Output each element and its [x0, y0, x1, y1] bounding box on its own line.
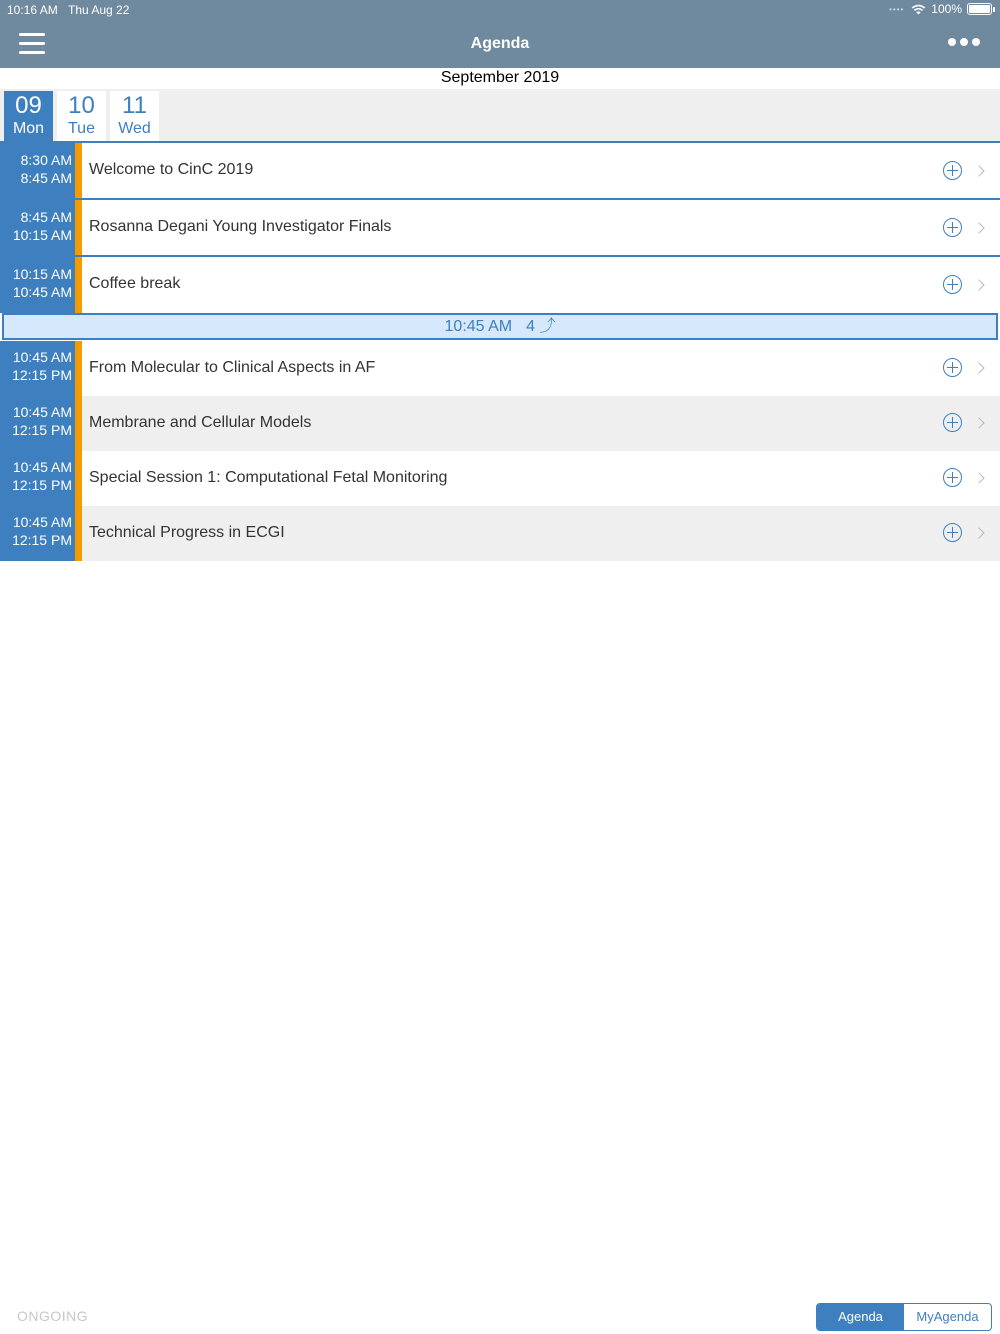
chevron-right-icon	[973, 527, 984, 538]
session-row[interactable]	[0, 506, 1000, 561]
chevron-right-icon	[973, 362, 984, 373]
session-start: 10:15 AM	[12, 266, 72, 282]
day-number: 10	[68, 92, 95, 119]
add-to-myagenda-icon[interactable]	[943, 523, 962, 542]
session-row[interactable]	[0, 143, 1000, 200]
current-time: 10:45 AM	[444, 318, 513, 335]
session-track-bar	[75, 257, 82, 313]
chevron-right-icon	[973, 165, 984, 176]
session-track-bar	[75, 341, 82, 396]
add-to-myagenda-icon[interactable]	[943, 161, 962, 180]
day-tab-09[interactable]	[4, 91, 53, 141]
day-weekday: Wed	[118, 120, 151, 137]
day-weekday: Mon	[12, 120, 45, 137]
session-end: 10:15 AM	[12, 227, 72, 243]
day-number: 09	[15, 92, 42, 119]
session-end: 10:45 AM	[12, 284, 72, 300]
ongoing-filter[interactable]: ONGOING	[17, 1308, 89, 1324]
day-tab-10[interactable]	[57, 91, 106, 141]
session-row[interactable]	[0, 200, 1000, 257]
add-to-myagenda-icon[interactable]	[943, 468, 962, 487]
session-title: Special Session 1: Computational Fetal Monitoring	[89, 469, 448, 486]
session-title: Welcome to CinC 2019	[89, 161, 254, 178]
session-end: 12:15 PM	[12, 532, 72, 548]
top-bar	[0, 0, 1000, 68]
add-to-myagenda-icon[interactable]	[943, 218, 962, 237]
session-row[interactable]	[0, 257, 1000, 313]
session-start: 8:45 AM	[20, 209, 72, 225]
add-to-myagenda-icon[interactable]	[943, 358, 962, 377]
session-start: 8:30 AM	[20, 152, 72, 168]
current-time-marker[interactable]	[2, 313, 998, 340]
session-title: Coffee break	[89, 275, 181, 292]
status-indicators	[889, 2, 992, 16]
day-weekday: Tue	[68, 120, 95, 137]
session-time	[0, 396, 75, 451]
chevron-right-icon	[973, 472, 984, 483]
battery-icon	[967, 3, 992, 15]
battery-percent: 100%	[931, 2, 962, 16]
wifi-icon	[911, 4, 926, 15]
session-start: 10:45 AM	[12, 459, 72, 475]
chevron-right-icon	[973, 417, 984, 428]
session-track-bar	[75, 143, 82, 198]
session-track-bar	[75, 200, 82, 255]
add-to-myagenda-icon[interactable]	[943, 275, 962, 294]
agenda-segmented-control	[816, 1303, 992, 1331]
session-track-bar	[75, 451, 82, 506]
session-end: 12:15 PM	[12, 422, 72, 438]
day-number: 11	[122, 92, 147, 119]
session-time	[0, 451, 75, 506]
segment-agenda[interactable]: Agenda	[817, 1304, 904, 1330]
earlier-sessions-count: 4 ⤴	[526, 318, 556, 335]
session-title: From Molecular to Clinical Aspects in AF	[89, 359, 376, 376]
session-end: 8:45 AM	[20, 170, 72, 186]
ellipsis-icon[interactable]	[948, 38, 980, 46]
add-to-myagenda-icon[interactable]	[943, 413, 962, 432]
session-end: 12:15 PM	[12, 367, 72, 383]
day-tab-11[interactable]	[110, 91, 159, 141]
signal-icon: ••••	[889, 4, 905, 14]
day-selector	[0, 89, 1000, 143]
session-track-bar	[75, 506, 82, 561]
session-row[interactable]	[0, 451, 1000, 506]
chevron-right-icon	[973, 222, 984, 233]
page-title: Agenda	[470, 35, 530, 52]
session-row[interactable]	[0, 396, 1000, 451]
chevron-right-icon	[973, 279, 984, 290]
session-time	[0, 143, 75, 198]
status-date: Thu Aug 22	[68, 3, 130, 17]
month-label: September 2019	[440, 69, 560, 86]
session-title: Membrane and Cellular Models	[89, 414, 312, 431]
session-time	[0, 257, 75, 313]
session-start: 10:45 AM	[12, 404, 72, 420]
status-time: 10:16 AM	[7, 3, 58, 17]
session-time	[0, 200, 75, 255]
session-start: 10:45 AM	[12, 514, 72, 530]
segment-myagenda[interactable]: MyAgenda	[916, 1309, 979, 1324]
session-title: Technical Progress in ECGI	[89, 524, 285, 541]
session-start: 10:45 AM	[12, 349, 72, 365]
session-track-bar	[75, 396, 82, 451]
session-end: 12:15 PM	[12, 477, 72, 493]
session-title: Rosanna Degani Young Investigator Finals	[89, 218, 392, 235]
session-time	[0, 506, 75, 561]
session-time	[0, 341, 75, 396]
session-row[interactable]	[0, 341, 1000, 396]
